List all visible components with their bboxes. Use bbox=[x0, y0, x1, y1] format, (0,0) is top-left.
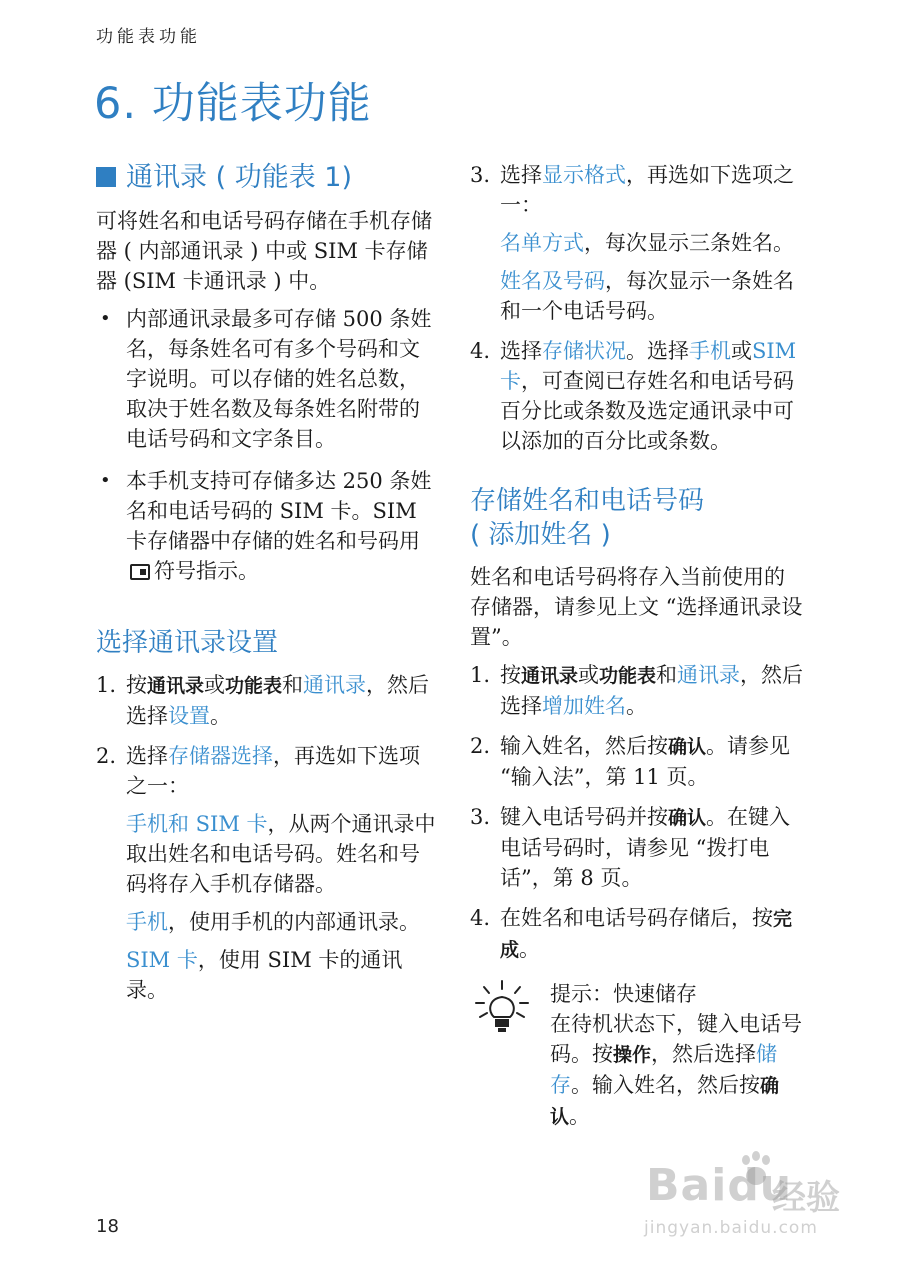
list-item: • 本手机支持可存储多达 250 条姓名和电话号码的 SIM 卡。SIM 卡存储器中存储的姓名和号码用 符号指示。 bbox=[96, 466, 436, 588]
list-item: 2. 选择存储器选择，再选如下选项之一： 手机和 SIM 卡，从两个通讯录中取出姓名和电话号码。姓名和号码将存入手机存储器。 手机，使用手机的内部通讯录。 SIM 卡，使用 SIM 卡的通讯录。 bbox=[96, 741, 436, 1005]
tip-box bbox=[470, 979, 805, 1132]
subsection-title-add-name: 存储姓名和电话号码 ( 添加姓名 ) bbox=[470, 486, 705, 550]
watermark-logo-text: Baidu bbox=[646, 1160, 793, 1211]
option-item: 姓名及号码，每次显示一条姓名和一个电话号码。 bbox=[500, 269, 794, 323]
section-square-icon bbox=[96, 167, 116, 187]
page-number: 18 bbox=[96, 1216, 119, 1237]
running-header: 功能表功能 bbox=[96, 27, 201, 47]
list-item: 1. 按通讯录或功能表和通讯录，然后选择设置。 bbox=[96, 673, 430, 728]
section-title-contacts: 通讯录 ( 功能表 1) bbox=[96, 160, 436, 196]
contacts-bullet-list bbox=[96, 304, 436, 588]
option-item: 手机，使用手机的内部通讯录。 bbox=[126, 910, 420, 934]
memory-select-link: 存储器选择 bbox=[168, 744, 273, 768]
subsection-title-settings: 选择通讯录设置 bbox=[96, 628, 279, 658]
left-column bbox=[96, 160, 436, 1015]
right-column bbox=[470, 160, 805, 1132]
option-item: 手机和 SIM 卡，从两个通讯录中取出姓名和电话号码。姓名和号码将存入手机存储器。 bbox=[126, 812, 436, 896]
list-item: • 内部通讯录最多可存储 500 条姓名，每条姓名可有多个号码和文字说明。可以存储的姓名总数，取决于姓名数及每条姓名附带的电话号码和文字条目。 bbox=[100, 307, 432, 451]
settings-menu-link: 设置 bbox=[168, 704, 210, 728]
menu-key-label: 功能表 bbox=[225, 675, 283, 697]
option-item: 名单方式，每次显示三条姓名。 bbox=[500, 231, 794, 255]
list-item: 3. 选择显示格式，再选如下选项之一： 名单方式，每次显示三条姓名。 姓名及号码，每次显示一条姓名和一个电话号码。 bbox=[470, 160, 805, 326]
contacts-key-label: 通讯录 bbox=[147, 675, 205, 697]
display-format-link: 显示格式 bbox=[542, 163, 626, 187]
tip-heading: 提示：快速储存 bbox=[550, 982, 697, 1006]
list-item: 4. 在姓名和电话号码存储后，按完成。 bbox=[470, 906, 793, 961]
chapter-title: 6. 功能表功能 bbox=[94, 79, 372, 129]
sim-card-icon bbox=[130, 558, 150, 588]
watermark-cn-text: 经验 bbox=[772, 1178, 840, 1218]
baidu-watermark bbox=[640, 1150, 860, 1250]
list-item: 2. 输入姓名，然后按确认。请参见 “输入法”，第 11 页。 bbox=[470, 734, 791, 789]
contacts-menu-link: 通讯录 bbox=[303, 673, 367, 697]
option-item: SIM 卡，使用 SIM 卡的通讯录。 bbox=[126, 948, 403, 1002]
watermark-url: jingyan.baidu.com bbox=[644, 1218, 818, 1238]
contacts-intro: 可将姓名和电话号码存储在手机存储器 ( 内部通讯录 ) 中或 SIM 卡存储器 (SIM 卡通讯录 ) 中。 bbox=[96, 209, 432, 293]
list-item: 4. 选择存储状况。选择手机或SIM 卡，可查阅已存姓名和电话号码百分比或条数及选定通讯录中可以添加的百分比或条数。 bbox=[470, 339, 797, 453]
add-name-steps bbox=[470, 660, 805, 965]
tip-body: 在待机状态下，键入电话号码。按操作，然后选择储存。输入姓名，然后按确认。 bbox=[550, 1012, 802, 1128]
list-item: 1. 按通讯录或功能表和通讯录，然后选择增加姓名。 bbox=[470, 663, 804, 718]
list-item: 3. 键入电话号码并按确认。在键入电话号码时，请参见 “拨打电话”，第 8 页。 bbox=[470, 805, 791, 890]
add-name-intro: 姓名和电话号码将存入当前使用的存储器，请参见上文 “选择通讯录设置”。 bbox=[470, 565, 803, 649]
settings-steps bbox=[96, 670, 436, 1005]
settings-steps-continued bbox=[470, 160, 805, 456]
add-name-link: 增加姓名 bbox=[542, 694, 626, 718]
lightbulb-tip-icon bbox=[472, 979, 532, 1047]
memory-status-link: 存储状况 bbox=[542, 339, 626, 363]
